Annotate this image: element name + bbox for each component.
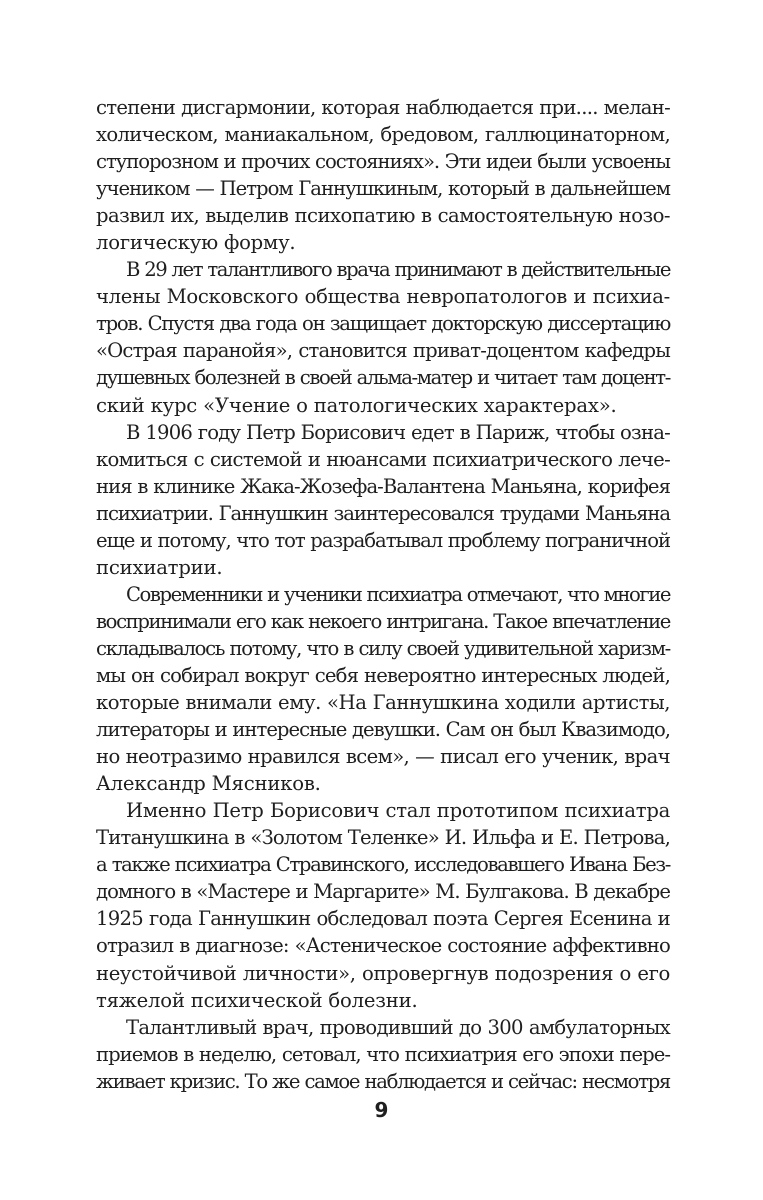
text-line: ский курс «Учение о патологических характерах». bbox=[96, 393, 617, 417]
text-line: холическом, маниакальном, бредовом, галлюцинаторном, bbox=[96, 123, 670, 147]
text-line: психиатрии. bbox=[96, 555, 223, 579]
text-line: литераторы и интересные девушки. Сам он был Квазимодо, bbox=[96, 718, 670, 742]
text-line: Современники и ученики психиатра отмечают, что многие bbox=[126, 582, 670, 606]
paragraph bbox=[96, 419, 670, 581]
text-line: но неотразимо нравился всем», — писал его ученик, врач bbox=[96, 745, 670, 769]
text-line: мы он собирал вокруг себя невероятно интересных людей, bbox=[96, 663, 670, 687]
text-line: еще и потому, что тот разрабатывал проблему пограничной bbox=[96, 528, 670, 552]
text-line: члены Московского общества невропатологов и психиа- bbox=[96, 285, 670, 309]
text-line: воспринимали его как некоего интригана. Такое впечатление bbox=[96, 609, 670, 633]
text-line: ния в клинике Жака-Жозефа-Валантена Маньяна, корифея bbox=[96, 474, 670, 498]
text-line: Александр Мясников. bbox=[96, 772, 321, 796]
text-line: развил их, выделив психопатию в самостоятельную нозо- bbox=[96, 204, 670, 228]
paragraph bbox=[96, 94, 670, 256]
text-line: тров. Спустя два года он защищает докторскую диссертацию bbox=[96, 312, 670, 336]
paragraph bbox=[96, 581, 670, 797]
text-line: психиатрии. Ганнушкин заинтересовался трудами Маньяна bbox=[96, 501, 670, 525]
page-body-text bbox=[96, 94, 670, 1095]
text-line: Титанушкина в «Золотом Теленке» И. Ильфа и Е. Петрова, bbox=[96, 826, 670, 850]
paragraph bbox=[96, 1014, 670, 1095]
text-line: В 1906 году Петр Борисович едет в Париж, чтобы озна- bbox=[126, 420, 670, 444]
text-line: живает кризис. То же самое наблюдается и сейчас: несмотря bbox=[96, 1069, 670, 1093]
text-line: отразил в диагнозе: «Астеническое состояние аффективно bbox=[96, 934, 670, 958]
text-line: логическую форму. bbox=[96, 231, 296, 255]
text-line: тяжелой психической болезни. bbox=[96, 988, 418, 1012]
text-line: неустойчивой личности», опровергнув подозрения о его bbox=[96, 961, 670, 985]
text-line: Именно Петр Борисович стал прототипом психиатра bbox=[126, 799, 670, 823]
text-line: приемов в неделю, сетовал, что психиатрия его эпохи пере- bbox=[96, 1042, 670, 1066]
text-line: степени дисгармонии, которая наблюдается при.... мелан- bbox=[96, 96, 670, 119]
text-line: ступорозном и прочих состояниях». Эти идеи были усвоены bbox=[96, 150, 670, 174]
page-number: 9 bbox=[374, 1098, 389, 1122]
text-line: домного в «Мастере и Маргарите» М. Булгакова. В декабре bbox=[96, 880, 670, 904]
paragraph bbox=[96, 797, 670, 1013]
text-line: Талантливый врач, проводивший до 300 амбулаторных bbox=[126, 1015, 670, 1039]
text-line: а также психиатра Стравинского, исследовавшего Ивана Без- bbox=[96, 853, 670, 877]
text-line: учеником — Петром Ганнушкиным, который в дальнейшем bbox=[96, 177, 670, 201]
text-line: душевных болезней в своей альма-матер и читает там доцент- bbox=[96, 366, 670, 390]
paragraph bbox=[96, 256, 670, 418]
text-line: В 29 лет талантливого врача принимают в действительные bbox=[126, 258, 670, 282]
text-line: «Острая паранойя», становится приват-доцентом кафедры bbox=[96, 339, 670, 363]
text-line: 1925 года Ганнушкин обследовал поэта Сергея Есенина и bbox=[96, 907, 670, 931]
text-line: комиться с системой и нюансами психиатрического лече- bbox=[96, 447, 670, 471]
text-line: складывалось потому, что в силу своей удивительной харизм- bbox=[96, 636, 670, 660]
text-line: которые внимали ему. «На Ганнушкина ходили артисты, bbox=[96, 691, 670, 715]
